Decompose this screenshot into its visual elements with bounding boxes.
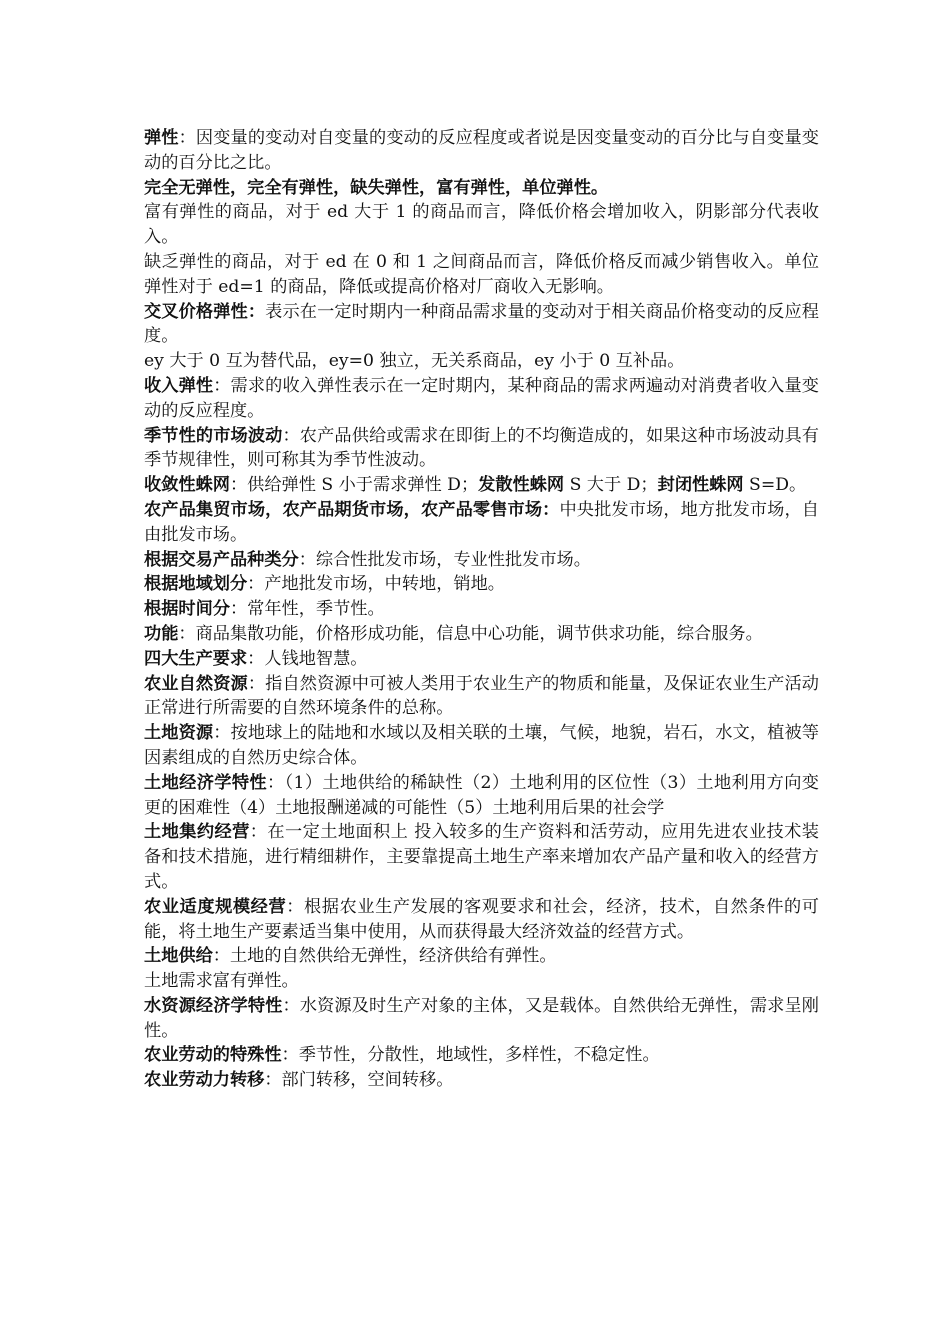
term-heading: 收入弹性 xyxy=(144,375,214,396)
term-heading: 农产品集贸市场，农产品期货市场，农产品零售市场： xyxy=(144,499,560,520)
definition-text: ：产地批发市场，中转地，销地。 xyxy=(247,574,505,595)
term-heading: 农业适度规模经营 xyxy=(144,896,287,917)
paragraph xyxy=(144,672,819,722)
definition-text: ：水资源及时生产对象的主体，又是载体。自然供给无弹性，需求呈刚性。 xyxy=(144,995,819,1041)
definition-text: ：因变量的变动对自变量的变动的反应程度或者说是因变量变动的百分比与自变量变动的百分比之比。 xyxy=(144,128,819,173)
definition-text: ：根据农业生产发展的客观要求和社会，经济，技术，自然条件的可能，将土地生产要素适当集中使用，从而获得最大经济效益的经营方式。 xyxy=(144,896,819,942)
definition-text: ：在一定土地面积上 投入较多的生产资料和活劳动，应用先进农业技术装备和技术措施，进行精细耕作，主要靠提高土地生产率来增加农产品产量和收入的经营方式。 xyxy=(144,822,819,892)
definition-text: ：商品集散功能，价格形成功能，信息中心功能，调节供求功能，综合服务。 xyxy=(178,623,763,644)
term-heading: 农业劳动力转移 xyxy=(144,1070,265,1091)
paragraph xyxy=(144,498,819,548)
term-heading: 土地集约经营 xyxy=(144,822,250,843)
definition-text: 富有弹性的商品，对于 ed 大于 1 的商品而言，降低价格会增加收入，阴影部分代表收入。 xyxy=(144,202,819,248)
definition-text: ：部门转移，空间转移。 xyxy=(264,1070,454,1091)
definition-text: 表示在一定时期内一种商品需求量的变动对于相关商品价格变动的反应程度。 xyxy=(144,301,819,347)
term-heading: 完全无弹性，完全有弹性，缺失弹性，富有弹性，单位弹性。 xyxy=(144,177,609,198)
paragraph xyxy=(144,1068,819,1093)
paragraph xyxy=(144,548,819,573)
definition-text: ：需求的收入弹性表示在一定时期内，某种商品的需求两遍动对消费者收入量变动的反应程度。 xyxy=(144,375,819,421)
term-heading: 封闭性蛛网 xyxy=(657,475,744,496)
paragraph xyxy=(144,349,819,374)
document-body xyxy=(144,126,819,1093)
paragraph xyxy=(144,1043,819,1068)
definition-text: ：常年性，季节性。 xyxy=(229,599,385,620)
paragraph xyxy=(144,424,819,474)
paragraph xyxy=(144,944,819,969)
paragraph xyxy=(144,572,819,597)
term-heading: 交叉价格弹性： xyxy=(144,301,266,322)
paragraph xyxy=(144,622,819,647)
definition-text: ：季节性，分散性，地域性，多样性，不稳定性。 xyxy=(281,1045,660,1066)
definition-text: ：供给弹性 S 小于需求弹性 D； xyxy=(229,475,479,496)
paragraph xyxy=(144,597,819,622)
paragraph xyxy=(144,250,819,300)
definition-text: ：土地的自然供给无弹性，经济供给有弹性。 xyxy=(212,946,557,967)
term-heading: 收敛性蛛网 xyxy=(144,475,230,496)
paragraph xyxy=(144,126,819,176)
paragraph xyxy=(144,721,819,771)
paragraph xyxy=(144,771,819,821)
term-heading: 四大生产要求 xyxy=(144,648,248,669)
paragraph xyxy=(144,895,819,945)
term-heading: 根据时间分 xyxy=(144,599,230,620)
term-heading: 发散性蛛网 xyxy=(478,475,565,496)
definition-text: 中央批发市场，地方批发市场，自由批发市场。 xyxy=(144,499,819,545)
term-heading: 农业劳动的特殊性 xyxy=(144,1045,282,1066)
term-heading: 季节性的市场波动 xyxy=(144,425,283,446)
term-heading: 水资源经济学特性 xyxy=(144,995,283,1016)
paragraph xyxy=(144,969,819,994)
term-heading: 土地资源 xyxy=(144,723,214,744)
term-heading: 弹性 xyxy=(144,128,179,148)
paragraph xyxy=(144,300,819,350)
definition-text: ：按地球上的陆地和水域以及相关联的土壤，气候，地貌，岩石，水文，植被等因素组成的自然历史综合体。 xyxy=(144,723,819,768)
paragraph xyxy=(144,374,819,424)
term-heading: 根据地域划分 xyxy=(144,574,248,595)
definition-text: S=D。 xyxy=(743,475,807,496)
paragraph xyxy=(144,820,819,894)
term-heading: 根据交易产品种类分 xyxy=(144,549,299,570)
definition-text: ：人钱地智慧。 xyxy=(247,648,368,669)
definition-text: ：综合性批发市场，专业性批发市场。 xyxy=(298,549,591,570)
paragraph xyxy=(144,994,819,1044)
paragraph xyxy=(144,176,819,201)
definition-text: 土地需求富有弹性。 xyxy=(144,971,299,992)
definition-text: ：农产品供给或需求在即街上的不均衡造成的，如果这种市场波动具有季节规律性，则可称其为季节性波动。 xyxy=(144,425,819,471)
definition-text: 缺乏弹性的商品，对于 ed 在 0 和 1 之间商品而言，降低价格反而减少销售收入。单位弹性对于 ed=1 的商品，降低或提高价格对厂商收入无影响。 xyxy=(144,251,819,297)
paragraph xyxy=(144,200,819,250)
definition-text: S 大于 D； xyxy=(564,475,658,496)
paragraph xyxy=(144,647,819,672)
paragraph xyxy=(144,473,819,498)
term-heading: 功能 xyxy=(144,623,179,644)
term-heading: 土地供给 xyxy=(144,946,213,967)
definition-text: ：指自然资源中可被人类用于农业生产的物质和能量，及保证农业生产活动正常进行所需要的自然环境条件的总称。 xyxy=(144,673,819,719)
term-heading: 土地经济学特性 xyxy=(144,772,267,793)
term-heading: 农业自然资源 xyxy=(144,673,248,694)
definition-text: ey 大于 0 互为替代品，ey=0 独立，无关系商品，ey 小于 0 互补品。 xyxy=(144,351,685,372)
definition-text: ：（1）土地供给的稀缺性（2）土地利用的区位性（3）土地利用方向变更的困难性（4）土地报酬递减的可能性（5）土地利用后果的社会学 xyxy=(144,772,819,818)
